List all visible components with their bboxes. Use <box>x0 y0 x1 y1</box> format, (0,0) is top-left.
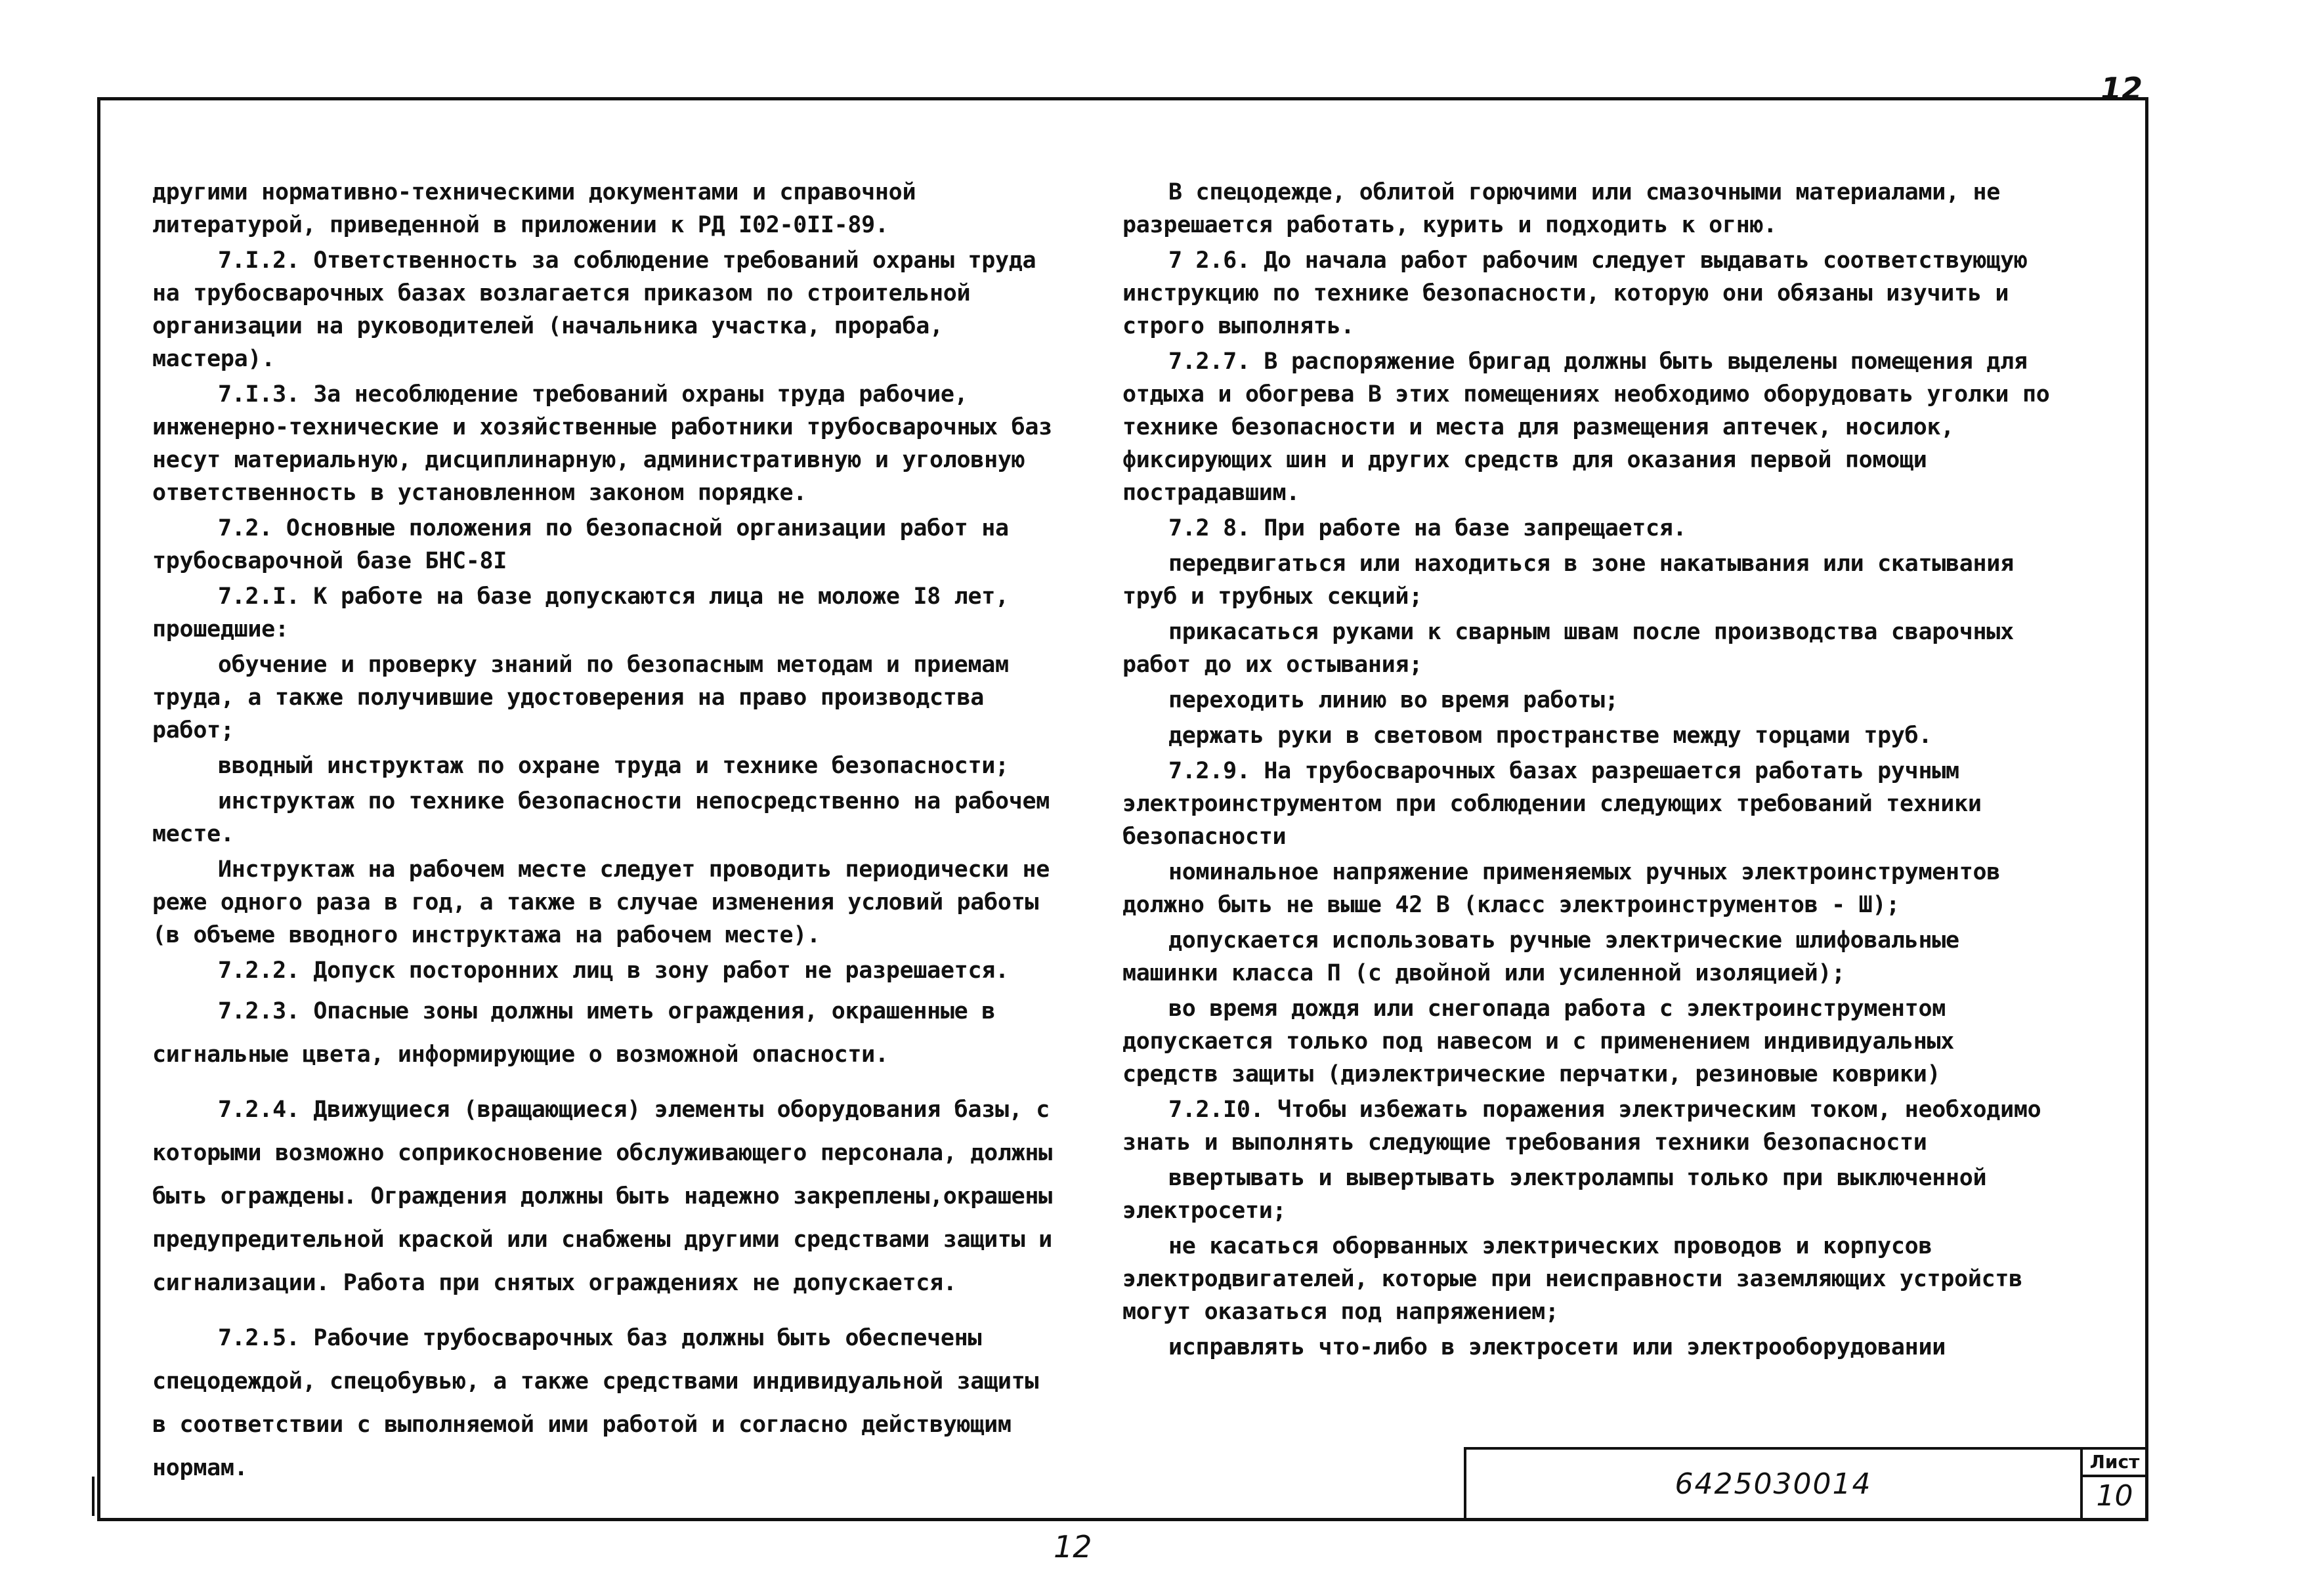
paragraph: ввертывать и вывертывать электролампы только при выключенной электросети; <box>1122 1165 1987 1224</box>
paragraph: переходить линию во время работы; <box>1168 687 1619 713</box>
paragraph: прикасаться руками к сварным швам после производства сварочных работ до их остывания; <box>1122 619 2014 678</box>
paragraph: 7 2.6. До начала работ рабочим следует выдавать соответствующую инструкцию по технике безопасности, которую они обязаны изучить и строго выполнять. <box>1122 247 2028 339</box>
paragraph: 7.2 8. При работе на базе запрещается. <box>1168 515 1687 541</box>
left-text-column <box>152 176 1058 1502</box>
paragraph: другими нормативно-техническими документами и справочной литературой, приведенной в приложении к РД I02-0II-89. <box>152 179 916 238</box>
paragraph: исправлять что-либо в электросети или электрооборудовании <box>1168 1334 1946 1360</box>
paragraph: 7.2.5. Рабочие трубосварочных баз должны быть обеспечены спецодеждой, спецобувью, а также средствами индивидуальной защиты в соответствии с выполняемой ими работой и согласно действующим нормам. <box>152 1325 1039 1481</box>
paragraph: допускается использовать ручные электрические шлифовальные машинки класса П (с двойной или усиленной изоляцией); <box>1122 927 1959 986</box>
paragraph: 7.2.I. К работе на базе допускаются лица не моложе I8 лет, прошедшие: <box>152 583 1009 642</box>
paragraph: 7.2.3. Опасные зоны должны иметь ограждения, окрашенные в сигнальные цвета, информирующие о возможной опасности. <box>152 998 995 1068</box>
right-text-column <box>1122 176 2055 1366</box>
paragraph: 7.2. Основные положения по безопасной организации работ на трубосварочной базе БНС-8I <box>152 515 1009 574</box>
sheet-label: Лист <box>2083 1450 2146 1477</box>
paragraph: во время дождя или снегопада работа с электроинструментом допускается только под навесом и с применением индивидуальных средств защиты (диэлектрические перчатки, резиновые коврики) <box>1122 996 1955 1087</box>
paragraph: обучение и проверку знаний по безопасным методам и приемам труда, а также получившие удостоверения на право производства работ; <box>152 652 1009 744</box>
sheet-number: 10 <box>2096 1479 2133 1513</box>
title-block-stamp <box>1464 1447 2146 1518</box>
paragraph: 7.2.2. Допуск посторонних лиц в зону работ не разрешается. <box>218 957 1009 984</box>
paragraph: 7.I.2. Ответственность за соблюдение требований охраны труда на трубосварочных базах возлагается приказом по строительной организации на руководителей (начальника участка, прораба, мастера). <box>152 247 1036 372</box>
paragraph: не касаться оборванных электрических проводов и корпусов электродвигателей, которые при неисправности заземляющих устройств могут оказаться под напряжением; <box>1122 1233 2022 1325</box>
paragraph: 7.2.I0. Чтобы избежать поражения электрическим током, необходимо знать и выполнять следующие требования техники безопасности <box>1122 1097 2041 1156</box>
paragraph: Инструктаж на рабочем месте следует проводить периодически не реже одного раза в год, а также в случае изменения условий работы (в объеме вводного инструктажа на рабочем месте). <box>152 856 1050 948</box>
bottom-page-number: 12 <box>1054 1529 1092 1564</box>
paragraph: 7.I.3. За несоблюдение требований охраны труда рабочие, инженерно-технические и хозяйственные работники трубосварочных баз несут материальную, дисциплинарную, административную и уголовную ответственность в установленном законом порядке. <box>152 381 1052 506</box>
paragraph: В спецодежде, облитой горючими или смазочными материалами, не разрешается работать, курить и подходить к огню. <box>1122 179 2001 238</box>
paragraph: держать руки в световом пространстве между торцами труб. <box>1168 723 1932 749</box>
top-page-number: 12 <box>2101 71 2143 106</box>
paragraph: 7.2.7. В распоряжение бригад должны быть выделены помещения для отдыха и обогрева В этих помещениях необходимо оборудовать уголки по технике безопасности и места для размещения аптечек, носилок, фиксирующих шин и других средств для оказания первой помощи пострадавшим. <box>1122 348 2050 506</box>
paragraph: номинальное напряжение применяемых ручных электроинструментов должно быть не выше 42 В (класс электроинструментов - Ш); <box>1122 859 2001 918</box>
document-code: 6425030014 <box>1675 1467 1872 1501</box>
paragraph: вводный инструктаж по охране труда и технике безопасности; <box>218 753 1009 779</box>
frame-edge-mark <box>92 1477 95 1516</box>
sheet-box <box>2080 1450 2146 1518</box>
paragraph: передвигаться или находиться в зоне накатывания или скатывания труб и трубных секций; <box>1122 551 2014 610</box>
paragraph: инструктаж по технике безопасности непосредственно на рабочем месте. <box>152 788 1050 847</box>
paragraph: 7.2.9. На трубосварочных базах разрешается работать ручным электроинструментом при соблюдении следующих требований техники безопасности <box>1122 758 1982 850</box>
paragraph: 7.2.4. Движущиеся (вращающиеся) элементы оборудования базы, с которыми возможно соприкосновение обслуживающего персонала, должны быть ограждены. Ограждения должны быть надежно закреплены,окрашены предупредительной краской или снабжены другими средствами защиты и сигнализации. Работа при снятых ограждениях не допускается. <box>152 1097 1052 1296</box>
